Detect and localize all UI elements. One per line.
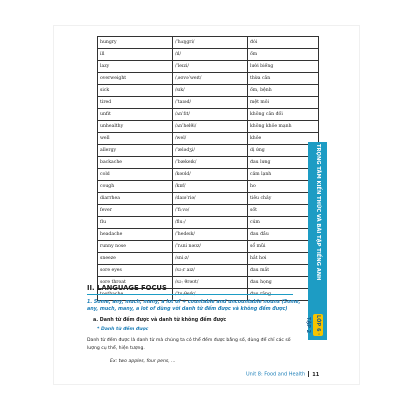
- table-row: [98, 121, 319, 133]
- vocab-word: unhealthy: [98, 121, 173, 133]
- vocab-ipa: /ʌnˈfɪt/: [173, 109, 248, 121]
- grammar-title: 1. Some, any, much, many, a lot of + countable and uncountable nouns (Some, any, much, many, a lot of dùng với danh từ đếm được và không đếm được): [87, 300, 301, 312]
- vocab-meaning: đói: [248, 37, 319, 49]
- vocab-meaning: cảm lạnh: [248, 169, 319, 181]
- vocab-meaning: không khỏe mạnh: [248, 121, 319, 133]
- section-divider: [87, 294, 293, 295]
- vocab-meaning: tiêu chảy: [248, 193, 319, 205]
- vocab-meaning: cúm: [248, 217, 319, 229]
- table-row: [98, 253, 319, 265]
- table-row: [98, 205, 319, 217]
- vocab-word: runny nose: [98, 241, 173, 253]
- subheading-a: a. Danh từ đếm được và danh từ không đếm được: [93, 318, 227, 323]
- vocab-word: hungry: [98, 37, 173, 49]
- table-row: [98, 73, 319, 85]
- table-row: [98, 97, 319, 109]
- vocab-ipa: /sɔːr aɪz/: [173, 265, 248, 277]
- vocab-ipa: /ˈfiːvə/: [173, 205, 248, 217]
- vocab-word: backache: [98, 157, 173, 169]
- vocab-word: diarrhea: [98, 193, 173, 205]
- vocab-ipa: /ˈleɪzi/: [173, 61, 248, 73]
- vocab-meaning: ốm: [248, 49, 319, 61]
- vocab-word: cough: [98, 181, 173, 193]
- vocab-ipa: /ˈbækeɪk/: [173, 157, 248, 169]
- vocab-ipa: /ˌəʊvəˈweɪt/: [173, 73, 248, 85]
- vocab-meaning: thừa cân: [248, 73, 319, 85]
- section-heading: II. LANGUAGE FOCUS: [87, 284, 167, 292]
- vocab-ipa: /ˈhʌŋgri/: [173, 37, 248, 49]
- table-row: [98, 133, 319, 145]
- vocab-word: sore throat: [98, 277, 173, 289]
- table-row: [98, 229, 319, 241]
- body-paragraph: Danh từ đếm được là danh từ mà chúng ta có thể đếm được bằng số, dùng để chỉ các số lượng cụ thể, hiện tượng.: [87, 338, 291, 351]
- vocab-ipa: /ʌnˈhelθi/: [173, 121, 248, 133]
- vocab-ipa: /kəʊld/: [173, 169, 248, 181]
- table-row: [98, 169, 319, 181]
- vocab-ipa: /daɪəˈriə/: [173, 193, 248, 205]
- vocab-ipa: /wel/: [173, 133, 248, 145]
- vocab-ipa: /ˈhedeɪk/: [173, 229, 248, 241]
- table-row: [98, 193, 319, 205]
- vocab-meaning: khỏe: [248, 133, 319, 145]
- table-row: [98, 265, 319, 277]
- table-row: [98, 145, 319, 157]
- vocab-ipa: /sɪk/: [173, 85, 248, 97]
- vocab-ipa: /ˈrʌni nəʊz/: [173, 241, 248, 253]
- vocab-meaning: hắt hơi: [248, 253, 319, 265]
- page-footer: [246, 371, 319, 378]
- vocab-ipa: /ˈælədʒi/: [173, 145, 248, 157]
- vocab-word: ill: [98, 49, 173, 61]
- vocab-word: unfit: [98, 109, 173, 121]
- vocab-word: flu: [98, 217, 173, 229]
- side-banner-text: TRỌNG TÂM KIẾN THỨC VÀ BÀI TẬP TIẾNG ANH: [315, 144, 321, 281]
- table-row: [98, 49, 319, 61]
- vocab-word: lazy: [98, 61, 173, 73]
- vocab-ipa: /sniːz/: [173, 253, 248, 265]
- table-row: [98, 241, 319, 253]
- vocab-ipa: /sɔː θrəʊt/: [173, 277, 248, 289]
- table-row: [98, 217, 319, 229]
- side-banner: [305, 142, 327, 340]
- vocab-word: sneeze: [98, 253, 173, 265]
- vocab-word: sick: [98, 85, 173, 97]
- vocab-meaning: dị ứng: [248, 145, 319, 157]
- vocab-word: allergy: [98, 145, 173, 157]
- table-row: [98, 85, 319, 97]
- footer-separator: [308, 371, 309, 377]
- vocab-ipa: /fluː/: [173, 217, 248, 229]
- vocab-word: headache: [98, 229, 173, 241]
- footer-unit: Unit 8: Food and Health: [246, 371, 306, 378]
- example-line: Ex: two apples, four pens, ...: [110, 359, 176, 364]
- table-row: [98, 109, 319, 121]
- vocab-meaning: đau mắt: [248, 265, 319, 277]
- vocab-word: well: [98, 133, 173, 145]
- grade-tag: LỚP 6 · TẬP 2: [305, 314, 321, 336]
- vocab-meaning: không cân đối: [248, 109, 319, 121]
- subheading-countable: * Danh từ đếm được: [97, 327, 149, 332]
- vocab-meaning: đau đầu: [248, 229, 319, 241]
- vocab-word: overweight: [98, 73, 173, 85]
- vocab-word: fever: [98, 205, 173, 217]
- vocab-meaning: lười biếng: [248, 61, 319, 73]
- table-row: [98, 61, 319, 73]
- table-row: [98, 157, 319, 169]
- vocab-meaning: ho: [248, 181, 319, 193]
- vocabulary-table: [97, 36, 319, 301]
- vocab-meaning: đau lưng: [248, 157, 319, 169]
- vocab-ipa: /ˈtaɪəd/: [173, 97, 248, 109]
- vocab-ipa: /kɒf/: [173, 181, 248, 193]
- vocab-word: tired: [98, 97, 173, 109]
- vocab-word: cold: [98, 169, 173, 181]
- table-row: [98, 37, 319, 49]
- page-number: 11: [312, 371, 320, 378]
- vocab-meaning: đau họng: [248, 277, 319, 289]
- vocab-meaning: sổ mũi: [248, 241, 319, 253]
- vocab-meaning: mệt mỏi: [248, 97, 319, 109]
- vocab-word: sore eyes: [98, 265, 173, 277]
- vocab-meaning: sốt: [248, 205, 319, 217]
- vocab-ipa: /ɪl/: [173, 49, 248, 61]
- vocab-meaning: ốm, bệnh: [248, 85, 319, 97]
- table-row: [98, 181, 319, 193]
